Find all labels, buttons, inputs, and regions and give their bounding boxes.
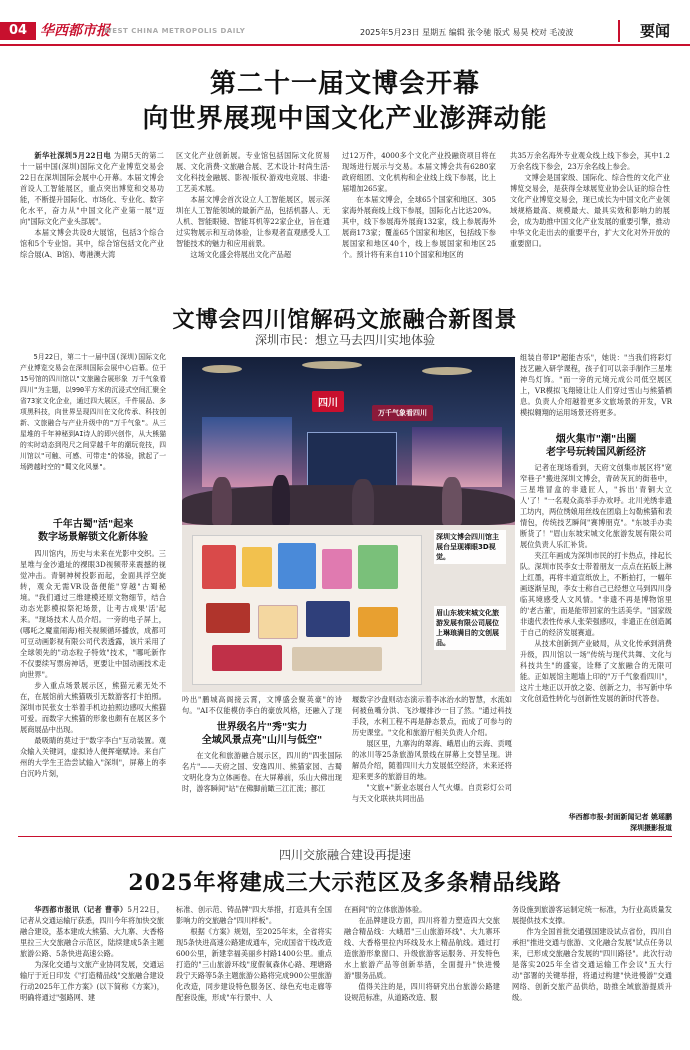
article1-paragraph: 这场文化盛会将展出文化产品超 [190, 250, 292, 259]
dateline: 华西都市报讯 [34, 905, 80, 914]
photo-credit-line: 深圳摄影报道 [630, 824, 672, 832]
subhead-line: 烟火集市"潮"出圈 [555, 434, 637, 445]
subhead-line: 老字号玩转国风新经济 [546, 447, 646, 458]
article2-column-1 [20, 548, 166, 868]
article1-column-4 [510, 150, 670, 298]
article3-column-1 [20, 904, 164, 1044]
article1-paragraph: 本届文博会首次设立人工智能展区，展示深圳在人工智能领域的最新产品，包括机器人、无人机、智能眼镜、智能耳机等22家企业，旨在通过实物展示和互动体验，让参观者直观感受人工智能技术的魅力和应用前景。 [176, 195, 330, 248]
subhead-line: 数字场景解锁文化新体验 [38, 532, 148, 543]
article3-kicker: 四川交旅融合建设再提速 [278, 848, 411, 862]
article2-paragraph: 展区里，九寨沟的翠海、峨眉山的云海、贡嘎的冰川等25条旅游风景线在屏幕上交替呈现。讲解员介绍，随着四川大力发展低空经济，未来还将迎来更多的旅游目的地。 [352, 739, 512, 781]
reporter-credit: （记者 曹菲） [79, 905, 128, 914]
article2-paragraph: 步入重点场景展示区，熊猫元素无处不在，在展馆前大熊猫吸引无数游客打卡拍照。深圳市民张女士举着手机边拍照边感叹大熊猫可爱。而数字大熊猫的形象也颇有在展区多个展商展品中出现。 [20, 681, 166, 734]
page-number: 04 [0, 22, 36, 40]
article1-paragraph: 共35万余名海外专业观众线上线下参会，其中1.2万余名线下参会，23万余名线上参会。 [510, 151, 670, 171]
article2-headline: 文博会四川馆解码文旅融合新图景 [172, 307, 518, 333]
article2-column-4 [520, 462, 672, 802]
article3-paragraph: 为深化交通与文旅产业协同发展，交通运输厅于近日印发《"打造精品线"交旅融合建设行动2025年工作方案》(以下简称《方案》)，明确将通过"强路网、建 [20, 960, 164, 1002]
masthead [0, 0, 690, 44]
article1-paragraph: 过12万件，4000多个文化产业投融资项目将在现场进行展示与交易。本届文博会共有6280家政府组团、文化机构和企业线上线下参展，比上届增加265家。 [342, 151, 496, 193]
photo-pavilion-view [182, 357, 515, 525]
article1-paragraph: 区文化产业创新展。专业馆包括国际文化贸易展、文化消费·文旅融合展、艺术设计·时尚生活·文化科技金融展、影视·版权·游戏电竞展、非遗·工艺美术展。 [176, 151, 330, 193]
article1-paragraph: 文博会是国家级、国际化、综合性的文化产业博览交易会，是获得全球展览业协会认证的综合性文化产业博览交易会，现已成长为中国文化产业领域规格最高、规模最大、最具实效和影响力的展会，成为助推中国文化产业发展的重要引擎，推动中华文化走出去的重要平台，扩大文化对外开放的重要窗口。 [510, 173, 670, 248]
article1-column-2 [176, 150, 330, 298]
article2-subhead-3 [182, 721, 342, 747]
article2-column-2-top [182, 694, 342, 716]
article2-paragraph: 最吸睛的莫过于"数字李白"互动装置。观众输入关键词，虚拟诗人便挥毫赋诗。来自广州的大学生王浩尝试输入"深圳"，屏幕上的李白沉吟片刻， [20, 736, 166, 778]
section-divider [18, 836, 672, 837]
article1-paragraph: 本届文博会共设8大展馆，包括3个综合馆和5个专业馆。其中，综合馆包括文化产业综合展(A、B馆)、粤港澳大湾 [20, 228, 164, 259]
article2-intro-text: 5月22日，第二十一届中国(深圳)国际文化产业博览交易会在深圳国际会展中心启幕。位于15号馆的四川馆以"文旅融合展形象 万千气象看四川"为主题，以990平方米的沉浸式空间汇聚全省73家文化企业，通过四大展区，千件展品、多项黑科技，向世界呈现四川在文化传承、科技创新、文旅融合与产业升级中的"万千气象"。从三星堆的千年神秘到AI诗人的即兴创作，从大熊猫的实时动态到咫尺之间穿越千年的潮玩竞技，四川馆以"可触、可感、可带走"的体验，掀起了一场跨越时空的"蜀文化风暴"。 [20, 353, 166, 471]
article3-paragraph: 在画间"的立体旅游体验。 [344, 905, 427, 914]
article3-paragraph: 在品牌建设方面，四川将着力塑造四大交旅融合精品线：大峨眉"三山旅游环线"、大九寨环线、大香格里拉内环线及水上精品航线。通过打造旅游形象窗口、升级旅游客运服务、开发特色水上旅游产品等创新举措，全面提升"快进慢游"服务品质。 [344, 916, 500, 980]
article2-paragraph: 夹江年画成为深圳市民的打卡热点，排起长队。深圳市民李女士带着朋友一点点在拓版上淋上红墨，再将丰道宣纸放上，不断拍打，一幅年画逐渐呈现，李女士称自己已经想立马到四川身临其境感受人文风情。"非遗不再是博物馆里的'老古董'，而是能带回家的生活美学。"国家级非遗代表性传承人张荣强感叹，非遗正在创造属于自己的经济发展赛道。 [520, 551, 672, 637]
article2-paragraph: 组装自带IP"超能杏乐"，她说："当我们将彩灯技艺融入研学课程，孩子们可以亲手制作三星堆神鸟灯饰。"而一旁的元境元成公司低空展区上，VR模拟飞翔镜让让人们穿过雪山与熊猫栖息。负责人介绍越着更多文旅场景的开发，VR模拟翱翔的运用场景还将更多。 [520, 353, 672, 417]
article2-subhead-1 [20, 518, 166, 544]
article2-paragraph: 吟出"鹏城高阁接云霄，文博盛会聚英豪"的诗句。"AI不仅能模仿李白的豪放风格，还融入了现 [182, 695, 342, 715]
article2-subheadline: 深圳市民：想立马去四川实地体验 [254, 333, 435, 347]
article2-paragraph: 四川馆内，历史与未来在光影中交织。三星堆与金沙遗址的裸眼3D视频带来震撼的视觉冲击。青铜神树投影而起，金面具浮空旋转，观众无需VR设备便能"穿越"古蜀秘境。"我们通过三维建模还原文物细节，结合动态光影模拟祭祀场景，让考古成果'活'起来。"现场技术人员介绍。一旁的电子屏上，(哪吒之魔童闹海)相关视频循环播放，成都可可豆动画影视有限公司代表透露，该片采用了全球领先的"动态粒子特效"技术，"哪吒新作不仅要续写票房神话，更要让中国动画技术走向世界"。 [20, 549, 166, 679]
subhead-line: 千年古蜀"活"起来 [52, 519, 134, 530]
issue-info: 2025年5月23日 星期五 编辑 张令驰 版式 易昊 校对 毛凌波 [360, 28, 574, 37]
article2-paragraph: 在文化和旅游融合展示区，四川的"四张国际名片"——天府之国、安逸四川、熊猫家园、古蜀文明化身为立体画卷。在大屏幕前，乐山大佛出现时，游客瞬间"站"在佛脚前瞰三江汇流；都江 [182, 751, 342, 793]
article1-headline-line1: 第二十一届文博会开幕 [209, 69, 480, 99]
article3-paragraph: 作为全国首批交通强国建设试点省份，四川自承担"推进交通与旅游、文化融合发展"试点任务以来，已形成交旅融合发展的"四川路径"。此次行动是落实2025年全省交通运输工作会议"五大行动"部署的关键举措，将通过构建"快进慢游"交通网络、创新交旅产品供给，助推全域旅游提质升级。 [512, 927, 672, 1002]
article3-column-4 [512, 904, 672, 1044]
article3-paragraph: 标准、创示范、铸品牌"四大举措，打造具有全国影响力的交旅融合"四川样板"。 [176, 905, 332, 925]
article1-paragraph: 为期5天的第二十一届中国(深圳)国际文化产业博览交易会22日在深圳国际会展中心开幕。本届文博会首设人工智能展区，重点突出博览和交易功能，不断提升国际化、市场化、专业化、数字化水平，奋力从"中国文化产业第一展"迈向"国际文化产业头部展"。 [20, 151, 164, 226]
photo-credit-line: 华西都市报-封面新闻记者 姚瑶鹏 [568, 813, 672, 821]
article3-column-2 [176, 904, 332, 1044]
article3-paragraph: 5月22日，记者从交通运输厅获悉，四川今年将加快交旅融合建设，基本建成大熊猫、大九寨、大香格里拉三大交旅融合示范区，陆续建成5条主题旅游公路、5条快进高速公路。 [20, 905, 164, 958]
section-tag: 要闻 [618, 20, 690, 42]
newspaper-logo-english: WEST CHINA METROPOLIS DAILY [104, 27, 246, 35]
article3-column-3 [344, 904, 500, 1044]
pavilion-slogan: 万千气象看四川 [372, 405, 433, 421]
article1-column-1 [20, 150, 164, 298]
article2-subhead-2 [520, 433, 672, 459]
masthead-divider [0, 44, 690, 46]
subhead-line: 全域风景点亮"山川与低空" [201, 735, 323, 746]
article2-column-3 [352, 694, 512, 868]
photo-caption-2: 眉山东坡宋城文化旅游发展有限公司展位上琳琅满目的文创展品。 [434, 606, 506, 650]
article3-headline: 2025年将建成三大示范区及多条精品线路 [128, 870, 562, 896]
article2-paragraph: 记者在现场看到，天府文创集市展区将"宽窄巷子"搬进深圳文博会，青砖灰瓦的街巷中，三星堆冒盒的非遗匠人，"拆出'青铜大立人'了！"一名观众高举手办欢呼。北川羌绣非遗工坊内，两位绣娘用丝线在团扇上勾勒熊猫和表情包，传统技艺瞬间"赛博朋克"。"东坡手办卖断货了！"眉山东坡宋城文化旅游发展有限公司展位负责人乐汇补货。 [520, 463, 672, 549]
article2-intro [20, 352, 166, 505]
newspaper-logo: 华西都市报 [40, 23, 110, 39]
article3-paragraph: 务设施到旅游客运制定统一标准，为行业高质量发展提供技术支撑。 [512, 905, 672, 925]
pavilion-sign: 四川 [312, 391, 344, 412]
dateline: 新华社深圳5月22日电 [34, 151, 112, 160]
article2-paragraph: "文旅+"新业态展台人气火爆。自贡彩灯公司与天文化联袂共同出品 [352, 783, 512, 803]
article3-paragraph: 值得关注的是，四川将研究出台旅游公路建设规范标准，从道路改造、服 [344, 982, 500, 1002]
subhead-line: 世界级名片"秀"实力 [216, 722, 308, 733]
article1-paragraph: 在本届文博会，全球65个国家和地区、305家海外展商线上线下参展，国际化占比达20%。其中，线下参展海外展商132家，线上参展海外展商173家；覆盖65个国家和地区，包括线下参展国家和地区40个，线上参展国家和地区25个。预计将有来自110个国家和地区的 [342, 195, 496, 259]
photo-caption-1: 深圳文博会四川馆主展台呈现裸眼3D视觉。 [434, 530, 506, 564]
article3-paragraph: 根据《方案》规划，至2025年末，全省将实现5条快进高速公路建成通车，完成国省干线改造600公里，新建幸福美丽乡村路1400公里。重点打造的"三山旅游环线"度假氧森休心路、理塘路段宁天路等5条主题旅游公路将完成900公里旅游化改造，同步建设特色服务区、绿色充电走廊等配套设施，形成"车行景中、人 [176, 927, 332, 1002]
article2-paragraph: 从技术创新到产业破局，从文化传承到消费升级，四川馆以一场"传统与现代共舞、文化与科技共生"的盛宴，诠释了文旅融合的无限可能。正如展馆主题墙上印的"万千气象看四川"，这片土地正以开放之姿、创新之力，书写新中华文化创造性转化与创新性发展的新时代答卷。 [520, 639, 672, 703]
article2-paragraph: 堰数字沙盘则动态演示着李冰治水的智慧，水流如何被鱼嘴分洪、飞沙堰排沙一目了然。"通过科技手段，水利工程不再是静态景点，而成了可参与的历史课堂。"文化和旅游厅相关负责人介绍。 [352, 695, 512, 737]
article2-column-4-top [520, 352, 672, 426]
article1-headline-line2: 向世界展现中国文化产业澎湃动能 [142, 104, 548, 134]
photo-credit [520, 812, 672, 834]
article1-column-3 [342, 150, 496, 298]
